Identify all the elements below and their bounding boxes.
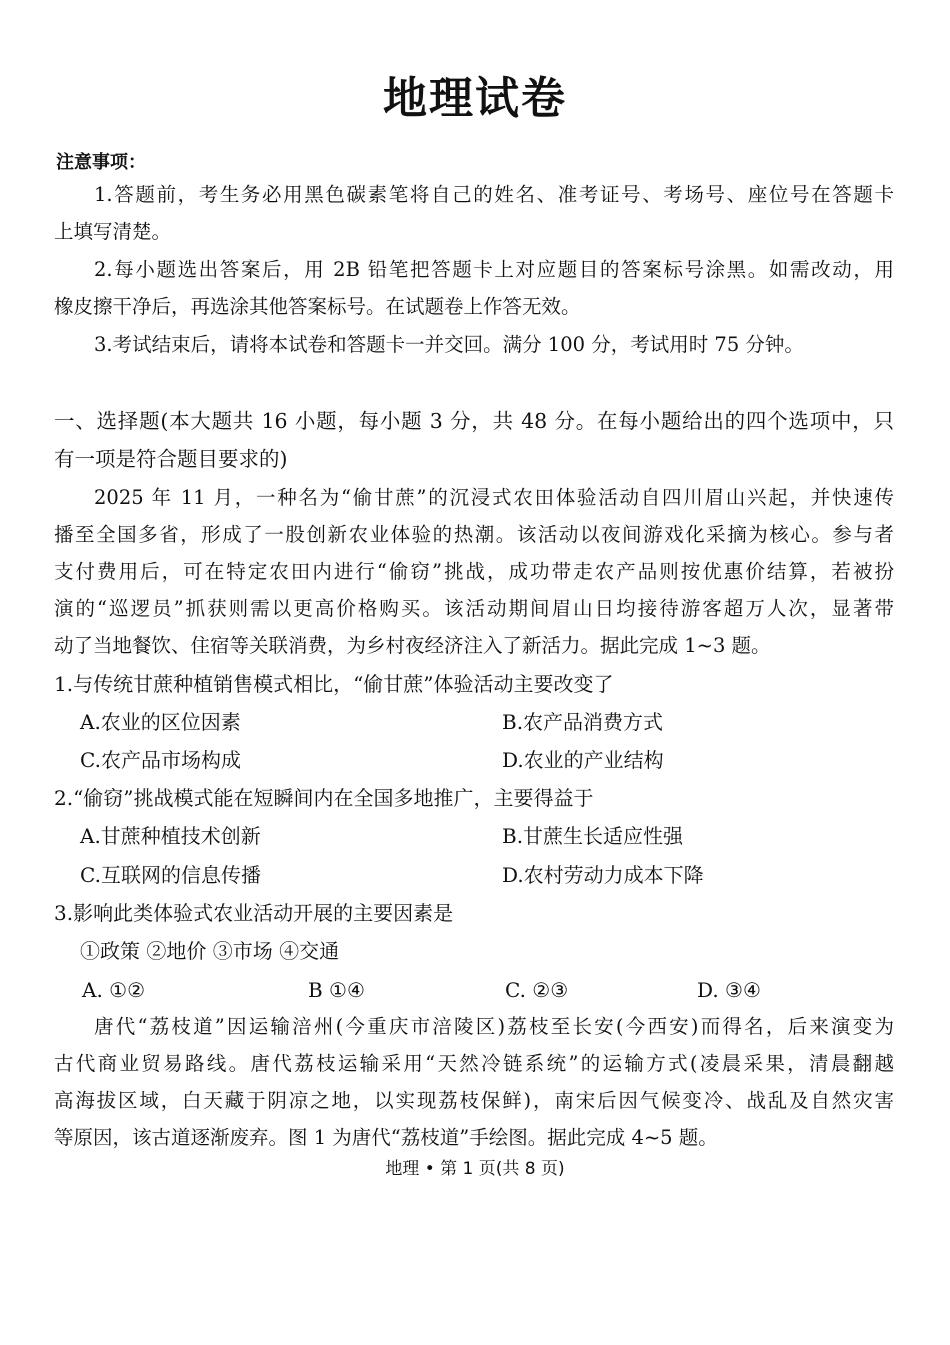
question-2-option-b: B.甘蔗生长适应性强 bbox=[502, 824, 684, 848]
question-1-option-d: D.农业的产业结构 bbox=[502, 748, 664, 772]
question-1-option-a: A.农业的区位因素 bbox=[80, 710, 241, 734]
question-3-option-a: A. ①② bbox=[82, 978, 146, 1002]
passage1-line-1: 2025 年 11 月，一种名为“偷甘蔗”的沉浸式农田体验活动自四川眉山兴起，并快速传 bbox=[94, 486, 894, 509]
passage1-line-2: 播至全国多省，形成了一股创新农业体验的热潮。该活动以夜间游戏化采摘为核心。参与者 bbox=[54, 523, 894, 546]
question-2-option-a: A.甘蔗种植技术创新 bbox=[80, 824, 261, 848]
notice-line-4: 橡皮擦干净后，再选涂其他答案标号。在试题卷上作答无效。 bbox=[54, 295, 581, 318]
question-1-option-c: C.农产品市场构成 bbox=[80, 748, 241, 772]
question-2-option-c: C.互联网的信息传播 bbox=[80, 863, 261, 887]
section-heading-line-1: 一、选择题(本大题共 16 小题，每小题 3 分，共 48 分。在每小题给出的四个选项中，只 bbox=[54, 409, 894, 433]
notice-line-3: 2.每小题选出答案后，用 2B 铅笔把答题卡上对应题目的答案标号涂黑。如需改动，用 bbox=[94, 258, 894, 281]
question-1-stem: 1.与传统甘蔗种植销售模式相比，“偷甘蔗”体验活动主要改变了 bbox=[54, 672, 614, 696]
question-3-option-c: C. ②③ bbox=[505, 978, 569, 1002]
notice-line-2: 上填写清楚。 bbox=[54, 220, 172, 243]
passage2-line-3: 高海拔区域，白天藏于阴凉之地，以实现荔枝保鲜)，南宋后因气候变冷、战乱及自然灾害 bbox=[54, 1089, 894, 1112]
question-3-option-d: D. ③④ bbox=[697, 978, 761, 1002]
passage1-line-3: 支付费用后，可在特定农田内进行“偷窃”挑战，成功带走农产品则按优惠价结算，若被扮 bbox=[54, 560, 894, 583]
page-title: 地理试卷 bbox=[383, 73, 567, 124]
question-2-option-d: D.农村劳动力成本下降 bbox=[502, 863, 704, 887]
passage2-line-1: 唐代“荔枝道”因运输涪州(今重庆市涪陵区)荔枝至长安(今西安)而得名，后来演变为 bbox=[94, 1015, 894, 1038]
notice-line-1: 1.答题前，考生务必用黑色碳素笔将自己的姓名、准考证号、考场号、座位号在答题卡 bbox=[94, 183, 894, 206]
question-3-items: ①政策 ②地价 ③市场 ④交通 bbox=[80, 939, 340, 963]
passage2-line-4: 等原因，该古道逐渐废弃。图 1 为唐代“荔枝道”手绘图。据此完成 4~5 题。 bbox=[54, 1126, 718, 1149]
question-1-option-b: B.农产品消费方式 bbox=[502, 710, 664, 734]
passage1-line-5: 动了当地餐饮、住宿等关联消费，为乡村夜经济注入了新活力。据此完成 1~3 题。 bbox=[54, 634, 771, 657]
page-footer: 地理 • 第 1 页(共 8 页) bbox=[385, 1159, 565, 1179]
notice-heading: 注意事项： bbox=[56, 152, 146, 173]
passage1-line-4: 演的“巡逻员”抓获则需以更高价格购买。该活动期间眉山日均接待游客超万人次，显著带 bbox=[54, 597, 894, 620]
passage2-line-2: 古代商业贸易路线。唐代荔枝运输采用“天然冷链系统”的运输方式(凌晨采果，清晨翻越 bbox=[54, 1052, 894, 1075]
notice-line-5: 3.考试结束后，请将本试卷和答题卡一并交回。满分 100 分，考试用时 75 分钟。 bbox=[94, 333, 804, 356]
question-3-option-b: B ①④ bbox=[308, 978, 365, 1002]
section-heading-line-2: 有一项是符合题目要求的) bbox=[54, 447, 288, 471]
question-3-stem: 3.影响此类体验式农业活动开展的主要因素是 bbox=[54, 901, 454, 925]
question-2-stem: 2.“偷窃”挑战模式能在短瞬间内在全国多地推广，主要得益于 bbox=[54, 786, 594, 810]
